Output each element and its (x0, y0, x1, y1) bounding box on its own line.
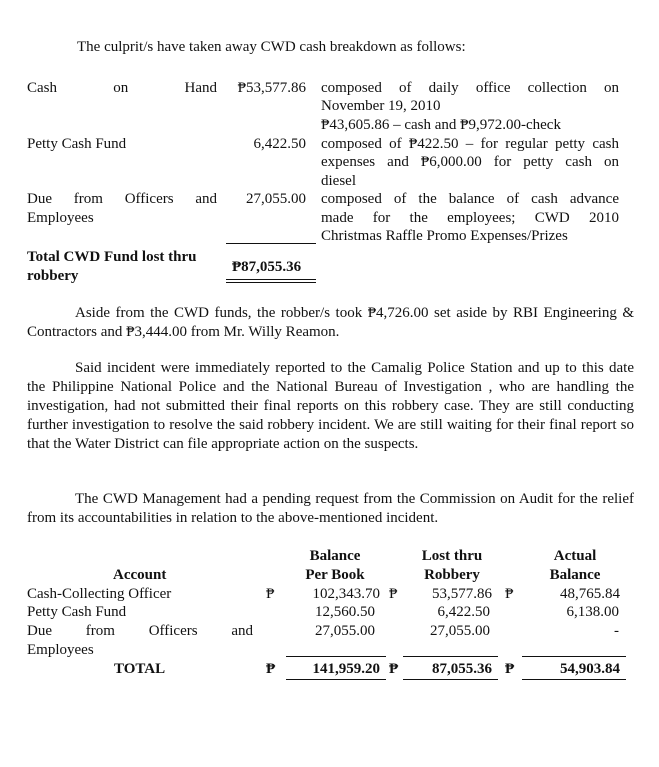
cash-item-desc: diesel (321, 173, 356, 189)
table-cell-lost: 53,577.86 (432, 586, 492, 602)
total-lost-label: robbery (27, 268, 79, 284)
cash-item-desc: made for the employees; CWD 2010 (321, 210, 619, 226)
table-row-account: Cash-Collecting Officer (27, 586, 172, 602)
total-lost-amount: ₱87,055.36 (232, 259, 302, 275)
cash-item-desc: expenses and ₱6,000.00 for petty cash on (321, 154, 619, 170)
header-account: Account (113, 567, 167, 583)
cash-item-label: Employees (27, 210, 94, 226)
peso-sign: ₱ (389, 661, 399, 677)
cash-item-desc: composed of the balance of cash advance (321, 191, 619, 207)
subtotal-line (522, 656, 626, 657)
cash-item-amount: 6,422.50 (253, 136, 306, 152)
peso-sign: ₱ (389, 586, 398, 602)
divider-line (226, 243, 316, 244)
total-lost: 87,055.36 (432, 661, 492, 677)
total-balance: 141,959.20 (312, 661, 380, 677)
table-cell-lost: 27,055.00 (430, 623, 490, 639)
table-cell-lost: 6,422.50 (437, 604, 490, 620)
subtotal-line (403, 656, 498, 657)
cash-item-label: Petty Cash Fund (27, 136, 127, 152)
total-underline (403, 679, 498, 680)
peso-sign: ₱ (266, 586, 275, 602)
cash-item-desc: composed of ₱422.50 – for regular petty cash (321, 136, 619, 152)
header-lost: Lost thru (421, 548, 483, 564)
header-balance: Balance (309, 548, 361, 564)
peso-sign: ₱ (266, 661, 276, 677)
table-cell-balance: 12,560.50 (315, 604, 375, 620)
paragraph: Said incident were immediately reported to the Camalig Police Station and up to this date the Philippine National Police and the National Bureau of Investigation , who are handling the investigation, had not submitted their final reports on this robbery case. They are still conducting further investigation to resolve the said robbery incident. We are still waiting for their final report so that the Water District can file appropriate action on the suspects. (27, 360, 634, 452)
header-balance: Per Book (305, 567, 365, 583)
total-label: TOTAL (114, 661, 166, 677)
cash-item-desc: November 19, 2010 (321, 98, 441, 114)
total-lost-label: Total CWD Fund lost thru (27, 249, 197, 265)
total-underline (286, 679, 386, 680)
peso-sign: ₱ (505, 586, 514, 602)
cash-item-desc: ₱43,605.86 – cash and ₱9,972.00-check (321, 117, 561, 133)
cash-item-amount: 27,055.00 (246, 191, 306, 207)
table-cell-balance: 102,343.70 (312, 586, 380, 602)
paragraph: Aside from the CWD funds, the robber/s took ₱4,726.00 set aside by RBI Engineering & Contractors and ₱3,444.00 from Mr. Willy Reamon. (27, 305, 634, 340)
total-underline (522, 679, 626, 680)
cash-item-amount: ₱53,577.86 (237, 80, 306, 96)
header-actual: Actual (553, 548, 597, 564)
header-lost: Robbery (424, 567, 480, 583)
table-cell-actual: - (614, 623, 619, 639)
table-row-account: Employees (27, 642, 94, 658)
cash-item-label: Due from Officers and (27, 191, 217, 207)
total-actual: 54,903.84 (560, 661, 620, 677)
cash-item-desc: composed of daily office collection on (321, 80, 619, 96)
table-row-account: Due from Officers and (27, 623, 253, 639)
peso-sign: ₱ (505, 661, 515, 677)
subtotal-line (286, 656, 386, 657)
table-row-account: Petty Cash Fund (27, 604, 127, 620)
table-cell-balance: 27,055.00 (315, 623, 375, 639)
paragraph: The CWD Management had a pending request from the Commission on Audit for the relief from its accountabilities in relation to the above-mentioned incident. (27, 491, 634, 526)
table-cell-actual: 48,765.84 (560, 586, 620, 602)
intro-text: The culprit/s have taken away CWD cash breakdown as follows: (77, 39, 466, 55)
cash-item-desc: Christmas Raffle Promo Expenses/Prizes (321, 228, 568, 244)
table-cell-actual: 6,138.00 (566, 604, 619, 620)
header-actual: Balance (549, 567, 601, 583)
cash-item-label: Cash on Hand (27, 80, 217, 96)
double-underline (226, 282, 316, 283)
double-underline (226, 279, 316, 280)
